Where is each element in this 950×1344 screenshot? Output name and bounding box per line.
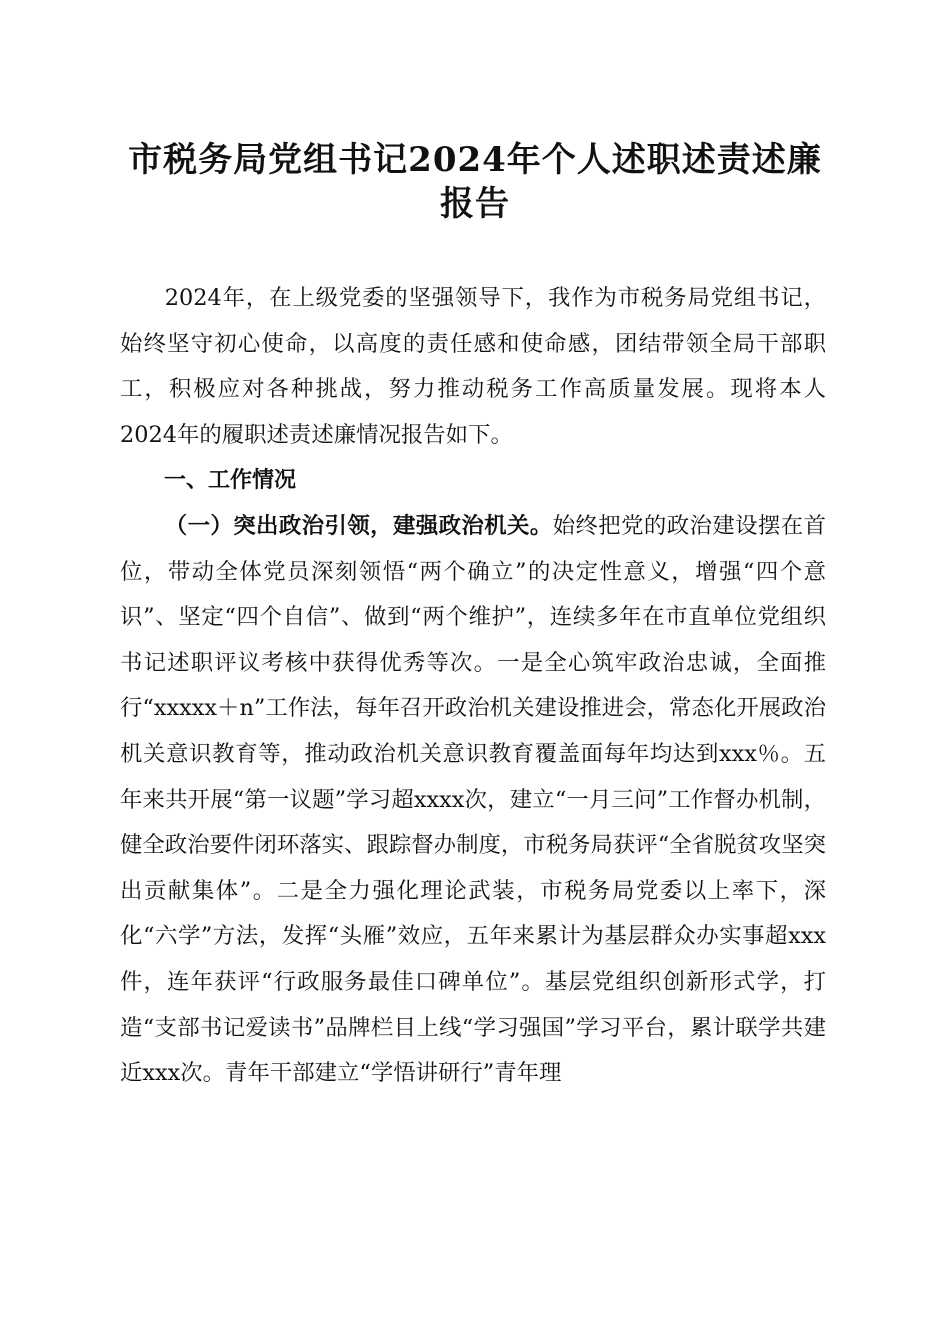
subsection-paragraph-political-leadership (120, 504, 826, 1097)
document-body (120, 276, 826, 1097)
document-title (110, 138, 840, 226)
section-heading-work-status: 一、工作情况 (164, 468, 297, 494)
subsection-heading-political-leadership: （一）突出政治引领，建强政治机关。 (164, 512, 553, 539)
document-title-line-1: 市税务局党组书记2024年个人述职述责述廉 (128, 140, 822, 180)
subsection-body-political-leadership: 始终把党的政治建设摆在首位，带动全体党员深刻领悟“两个确立”的决定性意义，增强“四个意识”、坚定“四个自信”、做到“两个维护”，连续多年在市直单位党组织书记述职评议考核中获得优秀等次。一是全心筑牢政治忠诚，全面推行“xxxxx＋n”工作法，每年召开政治机关建设推进会，常态化开展政治机关意识教育等，推动政治机关意识教育覆盖面每年均达到xxx％。五年来共开展“第一议题”学习超xxxx次，建立“一月三问”工作督办机制，健全政治要件闭环落实、跟踪督办制度，市税务局获评“全省脱贫攻坚突出贡献集体”。二是全力强化理论武装，市税务局党委以上率下，深化“六学”方法，发挥“头雁”效应，五年来累计为基层群众办实事超xxx件，连年获评“行政服务最佳口碑单位”。基层党组织创新形式学，打造“支部书记爱读书”品牌栏目上线“学习强国”学习平台，累计联学共建近xxx次。青年干部建立“学悟讲研行”青年理 (120, 512, 827, 1087)
intro-paragraph: 2024年，在上级党委的坚强领导下，我作为市税务局党组书记，始终坚守初心使命，以高度的责任感和使命感，团结带领全局干部职工，积极应对各种挑战，努力推动税务工作高质量发展。现将本人2024年的履职述责述廉情况报告如下。 (120, 285, 826, 448)
document-title-line-2: 报告 (440, 184, 510, 224)
